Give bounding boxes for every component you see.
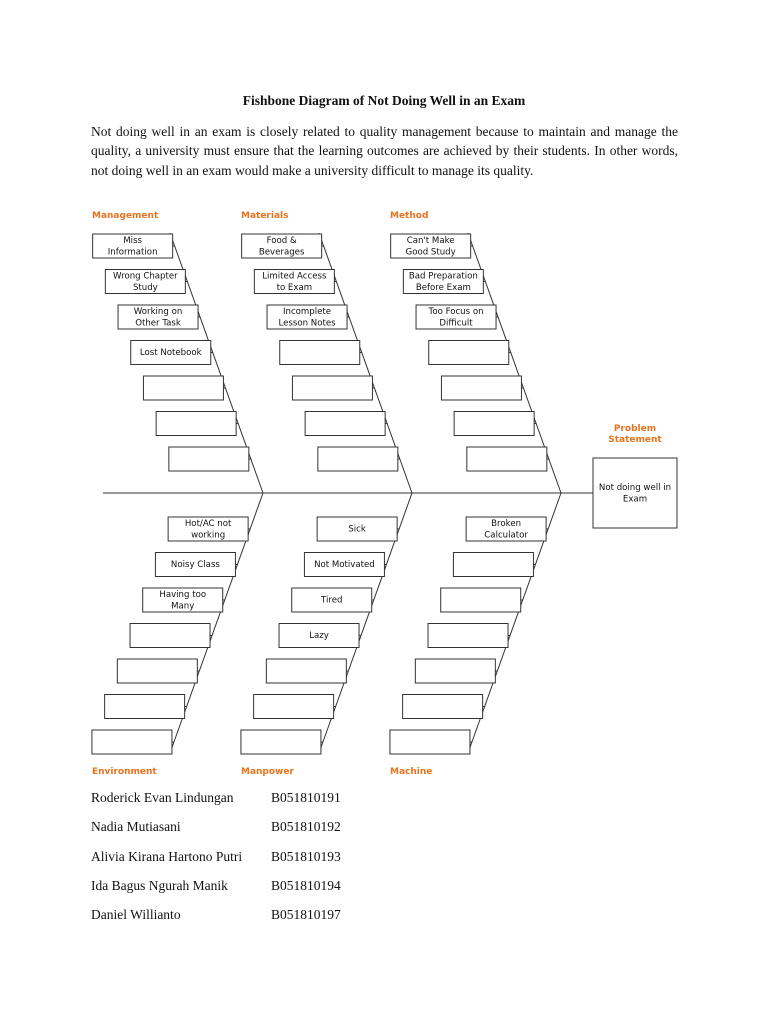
cause-text-line: Too Focus on — [428, 306, 484, 317]
cause-text-line: Noisy Class — [170, 560, 220, 570]
category-label-materials: Materials — [241, 211, 289, 221]
team-member-id: B051810192 — [271, 819, 341, 835]
problem-statement-text-line: Not doing well in — [598, 482, 672, 493]
cause-text-line: Hot/AC not — [184, 518, 232, 529]
cause-text-line: Incomplete — [282, 306, 332, 317]
empty-cause-box — [254, 695, 334, 719]
cause-text-line: Bad Preparation — [408, 271, 478, 282]
cause-text-line: Broken — [491, 518, 522, 529]
empty-cause-box — [169, 447, 249, 471]
category-label-environment: Environment — [92, 767, 157, 777]
cause-text-line: Calculator — [484, 530, 528, 541]
cause-text-line: Other Task — [135, 318, 181, 329]
empty-cause-box — [441, 376, 521, 400]
team-member-row — [91, 819, 341, 835]
cause-text-line: Lazy — [309, 631, 329, 641]
problem-statement-box — [593, 458, 677, 528]
cause-text-line: Before Exam — [415, 282, 471, 293]
cause-text-line: Information — [107, 247, 158, 258]
team-member-id: B051810197 — [271, 907, 341, 923]
cause-text-line: working — [191, 530, 226, 541]
team-member-name: Roderick Evan Lindungan — [91, 790, 234, 805]
cause-text-line: Difficult — [439, 318, 473, 329]
empty-cause-box — [318, 447, 398, 471]
team-member-name: Nadia Mutiasani — [91, 819, 181, 835]
cause-text-line: Having too — [159, 589, 207, 600]
empty-cause-box — [241, 730, 321, 754]
empty-cause-box — [429, 341, 509, 365]
team-member-row — [91, 849, 341, 865]
empty-cause-box — [117, 659, 197, 683]
cause-text-line: Limited Access — [262, 271, 327, 282]
empty-cause-box — [403, 695, 483, 719]
category-label-manpower: Manpower — [241, 767, 294, 777]
empty-cause-box — [105, 695, 185, 719]
team-member-id: B051810193 — [271, 848, 341, 864]
problem-statement-text-line: Exam — [622, 494, 648, 505]
cause-text-line: to Exam — [276, 282, 313, 293]
cause-text-line: Food & — [266, 235, 297, 246]
empty-cause-box — [454, 412, 534, 436]
empty-cause-box — [415, 659, 495, 683]
cause-text-line: Sick — [348, 524, 366, 535]
cause-text-line: Wrong Chapter — [112, 271, 178, 282]
empty-cause-box — [130, 624, 210, 648]
empty-cause-box — [143, 376, 223, 400]
empty-cause-box — [305, 412, 385, 436]
team-member-id: B051810191 — [271, 790, 341, 805]
team-member-row — [91, 907, 341, 923]
category-label-method: Method — [390, 211, 429, 221]
problem-statement-label: Problem — [613, 424, 657, 434]
problem-statement-label: Statement — [608, 435, 662, 445]
team-member-row — [91, 878, 341, 894]
empty-cause-box — [266, 659, 346, 683]
cause-text-line: Study — [132, 282, 158, 293]
cause-text-line: Miss — [123, 235, 143, 246]
empty-cause-box — [280, 341, 360, 365]
team-member-row — [91, 790, 341, 806]
intro-paragraph: Not doing well in an exam is closely related to quality management because to maintain and manage the quality, a university must ensure that the learning outcomes are achieved by their students. In other words, not doing well in an exam would make a university difficult to manage its quality. — [91, 124, 678, 178]
cause-text-line: Not Motivated — [314, 560, 375, 570]
team-member-id: B051810194 — [271, 877, 341, 893]
empty-cause-box — [428, 624, 508, 648]
cause-text-line: Beverages — [258, 247, 305, 258]
cause-text-line: Can't Make — [406, 235, 455, 246]
cause-text-line: Lost Notebook — [139, 348, 202, 358]
team-member-name: Alivia Kirana Hartono Putri — [91, 848, 243, 864]
cause-text-line: Lesson Notes — [278, 318, 336, 329]
empty-cause-box — [156, 412, 236, 436]
empty-cause-box — [292, 376, 372, 400]
empty-cause-box — [467, 447, 547, 471]
cause-text-line: Many — [171, 601, 195, 612]
empty-cause-box — [453, 553, 533, 577]
empty-cause-box — [441, 588, 521, 612]
category-label-management: Management — [92, 211, 159, 221]
team-member-name: Ida Bagus Ngurah Manik — [91, 877, 228, 893]
empty-cause-box — [390, 730, 470, 754]
category-label-machine: Machine — [390, 767, 433, 777]
team-member-name: Daniel Willianto — [91, 907, 181, 923]
cause-text-line: Good Study — [405, 247, 456, 258]
empty-cause-box — [92, 730, 172, 754]
cause-text-line: Working on — [133, 306, 183, 317]
document-title: Fishbone Diagram of Not Doing Well in an Exam — [242, 93, 526, 108]
cause-text-line: Tired — [320, 595, 343, 606]
